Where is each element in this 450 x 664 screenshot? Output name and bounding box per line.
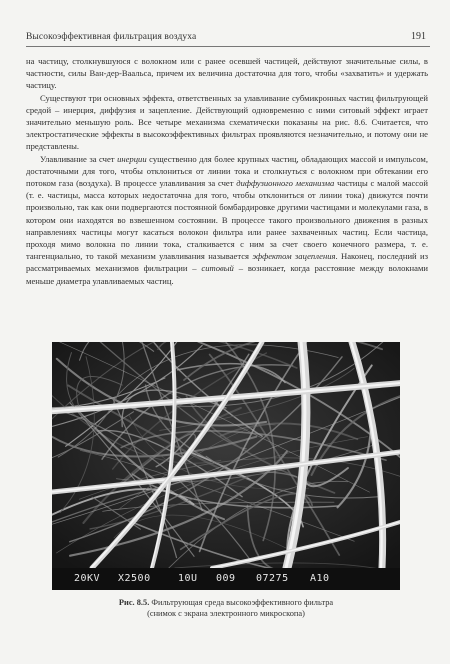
figure-caption-label: Рис. 8.5. [118,598,150,607]
sem-frame-label: A10 [310,573,330,584]
sem-voltage-label: 20KV [74,573,101,584]
header-rule [26,46,430,47]
body-text [26,55,428,287]
paragraph [26,55,428,92]
page-number: 191 [411,31,426,42]
sem-micrograph-figure [52,342,400,590]
italic-term: инерции [117,153,147,164]
italic-term: ситовый [201,263,234,274]
figure-caption-line1: Фильтрующая среда высокоэффективного фильтра [151,598,334,607]
paragraph-text: частицы с малой массой (т. е. частицы, масса которых недостаточна для того, чтобы отклониться от линии тока) движутся почти произвольно, так как они подвергаются постоянной бомбардировке другими частицами и молекулами газа, в котором они находятся во взвешенном состоянии. В процессе такого произвольного движения в разных направлениях частицы могут касаться волокон фильтра или ранее захваченных частиц. Если частица, проходя мимо волокна по линии тока, сталкивается с ним за счет своего конечного размера, т. е. тангенциально, то такой механизм улавливания называется [26,178,428,262]
paragraph [26,153,428,287]
figure-caption [52,597,400,619]
fiber-micrograph-image [52,342,400,568]
sem-info-bar [52,568,400,590]
paragraph [26,92,428,153]
paragraph-text: на частицу, столкнувшуюся с волокном или с ранее осевшей частицей, действуют значительные силы, в частности, силы Ван-дер-Ваальса, причем их величина достаточна для того, чтобы «захватить» и удержать частицу. [26,56,428,91]
figure-caption-line2: (снимок с экрана электронного микроскопа) [147,609,305,618]
paragraph-text: существенно для более крупных частиц, обладающих массой и импульсом, достаточными для того, чтобы отклониться от линии тока и столкнуться с волокном при обтекании его потоком газа (воздуха). В процессе улавливания за счет [26,153,428,189]
italic-term: эффектом зацепления [252,251,336,262]
sem-magnification-label: X2500 [118,573,151,584]
paragraph-text: – возникает, когда расстояние между волокнами меньше диаметра улавливаемых частиц. [26,263,428,286]
paragraph-text: Улавливание за счет [40,153,118,164]
paragraph-text: Существуют три основных эффекта, ответственных за улавливание субмикронных частиц фильтрующей средой – инерция, диффузия и зацепление. Действующий одновременно с ними ситовый эффект играет значительно меньшую роль. Все четыре механизма схематически показаны на рис. 8.6. Считается, что электростатические эффекты в высокоэффективных фильтрах проявляются незначительно, и потому они не представлены. [26,92,428,152]
running-header-title: Высокоэффективная фильтрация воздуха [26,32,197,42]
italic-term: диффузионного механизма [236,178,335,189]
sem-id-label: 07275 [256,573,289,584]
running-header [0,28,450,48]
sem-code-label: 009 [216,573,236,584]
paragraph-text: . Наконец, последний из рассматриваемых механизмов фильтрации – [26,251,428,274]
sem-scale-label: 10U [178,573,198,584]
